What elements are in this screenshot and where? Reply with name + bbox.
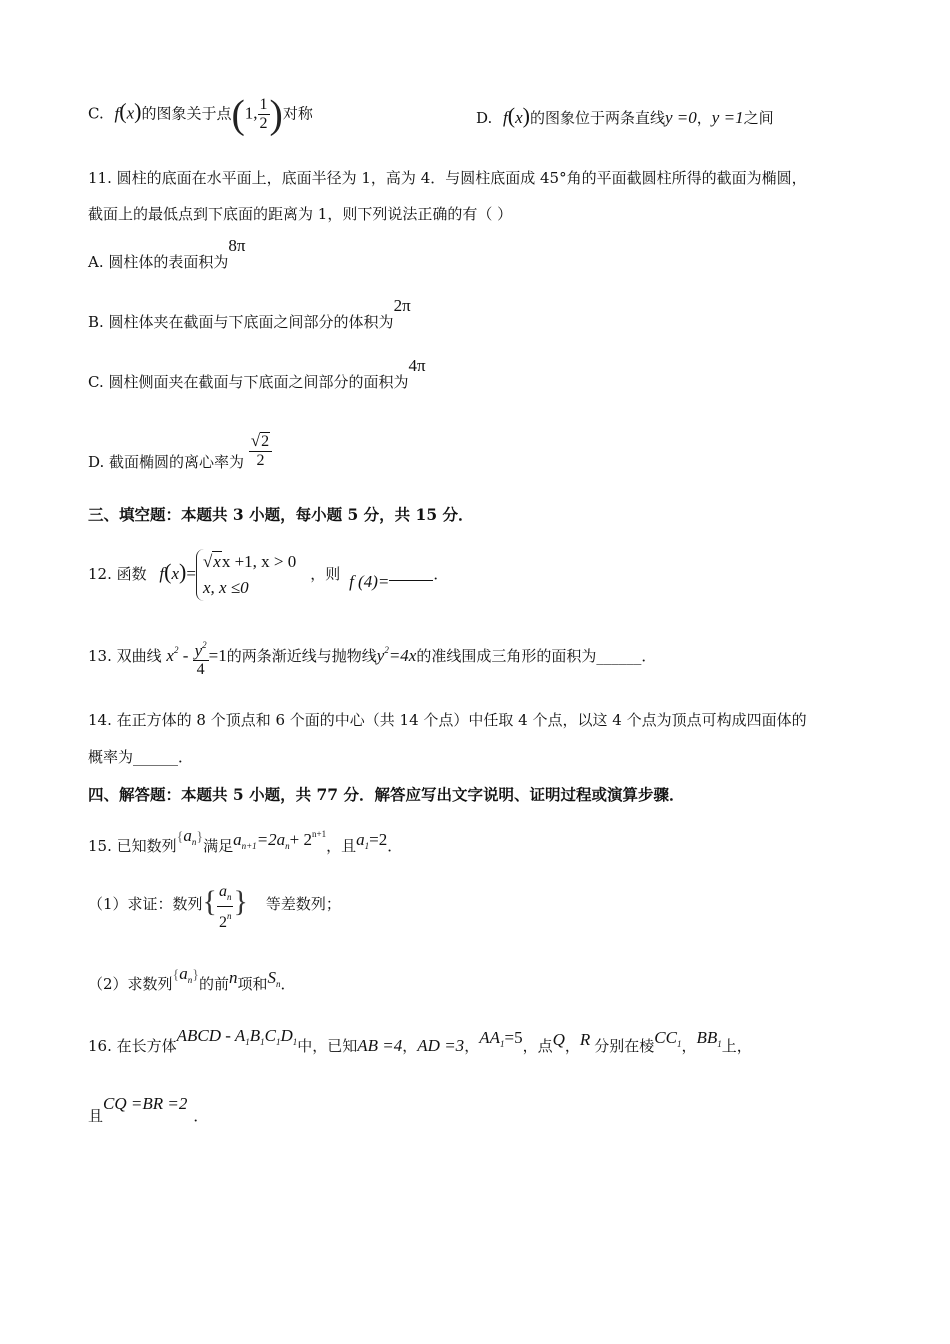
f-of-4: f (4)= <box>349 572 390 591</box>
q16-line2: 且CQ =BR =2． <box>88 1094 209 1125</box>
answer-blank <box>389 580 433 581</box>
line-y1: y =1 <box>711 108 744 127</box>
q15-part1: （1）求证：数列{ $\frac{a_n}{2^n}$ } 等差数列； <box>88 882 341 931</box>
point-y-fraction: $\frac{1}{2}$ <box>259 96 268 132</box>
q10-d-text: 的图象位于两条直线 <box>529 109 665 127</box>
q12: 12. 函数 f(x)= √xx +1, x > 0 x, x ≤0 ，则 f (4)= ． <box>88 546 448 601</box>
q11-option-a: A. 圆柱体的表面积为8π <box>88 236 246 271</box>
section-3-title: 三、填空题：本题共 3 小题，每小题 5 分，共 15 分． <box>88 505 474 524</box>
q15-stem: 15. 已知数列$\{a_n\}$满足$a_{n+1}=2a_n+ 2^{n+1}$，且$a_1=2$． <box>88 826 403 855</box>
q11-option-b: B. 圆柱体夹在截面与下底面之间部分的体积为2π <box>88 296 411 331</box>
q14-line1: 14. 在正方体的 8 个顶点和 6 个面的中心（共 14 个点）中任取 4 个点，以这 4 个点为顶点可构成四面体的 <box>88 711 807 729</box>
q11-stem-line2: 截面上的最低点到下底面的距离为 1，则下列说法正确的有（ ） <box>88 205 513 223</box>
option-label: D. <box>476 109 493 127</box>
point-x: 1, <box>244 103 258 123</box>
q11-option-d: D. 截面椭圆的离心率为 $\frac{√2}{2}$ <box>88 444 272 482</box>
q15-part2: （2）求数列$\{a_n\}$的前n项和$S_n$． <box>88 964 296 993</box>
option-a-value: 8π <box>228 236 246 255</box>
q11-option-c: C. 圆柱侧面夹在截面与下底面之间部分的面积为4π <box>88 356 426 391</box>
line-y0: y =0 <box>665 108 697 127</box>
q11-stem-line1: 11. 圆柱的底面在水平面上，底面半径为 1，高为 4．与圆柱底面成 45°角的平面截圆柱所得的截面为椭圆， <box>88 169 807 187</box>
q10-option-c: C. f(x)的图象关于点(1, $\frac{1}{2}$ )对称 <box>88 91 313 137</box>
q10-c-text2: 对称 <box>282 104 313 123</box>
q13: 13. 双曲线 $x^2$ - $\frac{y^2}{4}$ =1的两条渐近线与抛物线$y^2=4x$的准线围成三角形的面积为______． <box>88 628 656 679</box>
piecewise-function: √xx +1, x > 0 x, x ≤0 <box>196 549 296 601</box>
option-b-value: 2π <box>393 296 411 315</box>
option-c-value: 4π <box>408 356 426 375</box>
q14-line2: 概率为______． <box>88 748 194 766</box>
section-4-title: 四、解答题：本题共 5 小题，共 77 分．解答应写出文字说明、证明过程或演算步骤． <box>88 785 685 804</box>
eccentricity-fraction: $\frac{√2}{2}$ <box>249 432 272 470</box>
q16-line1: 16. 在长方体ABCD - $A_1B_1C_1D_1$中，已知AB =4，AD =3，$AA_1=5$，点Q，R 分别在棱$CC_1$，$BB_1$上， <box>88 1026 752 1055</box>
q10-c-text: 的图象关于点 <box>141 104 232 123</box>
option-label: C. <box>88 104 104 123</box>
hyperbola-fraction: $\frac{y^2}{4}$ <box>193 636 209 679</box>
q10-option-d: D. f(x)的图象位于两条直线y =0，y =1之间 <box>476 103 774 128</box>
